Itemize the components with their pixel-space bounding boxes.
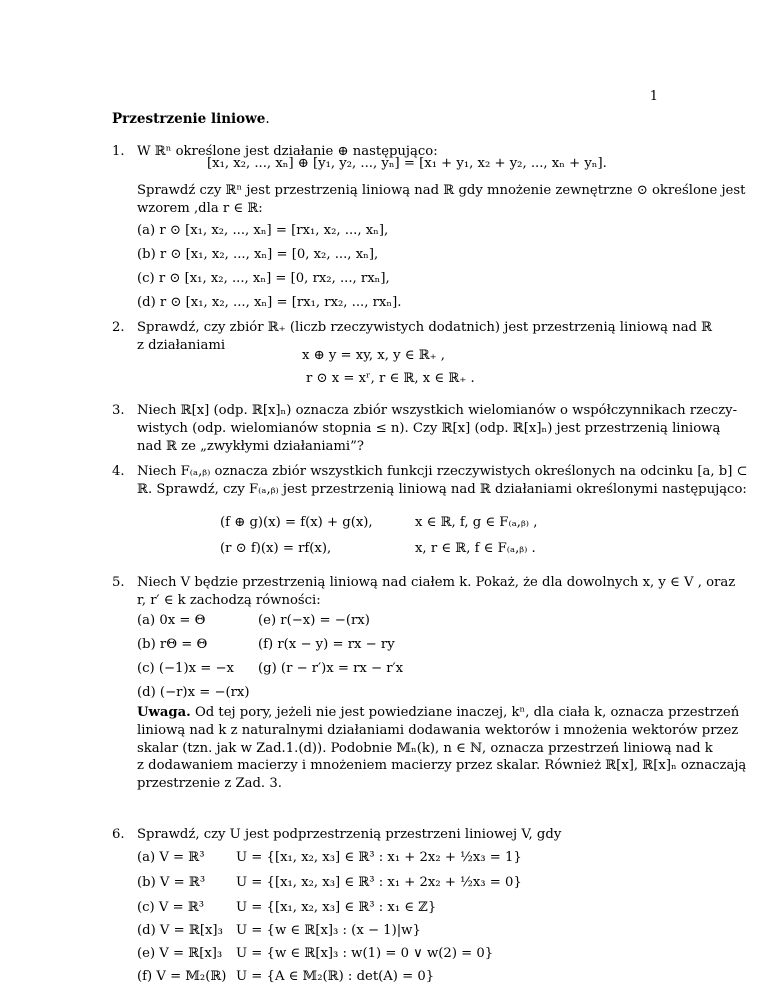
- problem-5-f: (f) r(x − y) = rx − ry: [258, 637, 395, 652]
- problem-2-eq-2: r ⊙ x = xʳ, r ∈ ℝ, x ∈ ℝ₊ .: [306, 371, 475, 386]
- problem-1-equation: [x₁, x₂, ..., xₙ] ⊕ [y₁, y₂, ..., yₙ] = [x₁ + y₁, x₂ + y₂, ..., xₙ + yₙ].: [207, 156, 607, 171]
- section-title-text: Przestrzenie liniowe: [112, 111, 266, 127]
- problem-1-case-c: (c) r ⊙ [x₁, x₂, ..., xₙ] = [0, rx₂, ..., rxₙ],: [137, 271, 390, 286]
- problem-1-case-a: (a) r ⊙ [x₁, x₂, ..., xₙ] = [rx₁, x₂, ..., xₙ],: [137, 223, 389, 238]
- problem-4-eq-2-left: (r ⊙ f)(x) = rf(x),: [220, 541, 332, 556]
- problem-1: 1. W ℝⁿ określone jest działanie ⊕ następująco:: [112, 144, 438, 159]
- problem-6-f-space: (f) V = 𝕄₂(ℝ): [137, 969, 227, 984]
- page-number: 1: [649, 89, 658, 104]
- problem-4-eq-1-right: x ∈ ℝ, f, g ∈ F₍ₐ,ᵦ₎ ,: [415, 515, 538, 530]
- problem-6-a-subset: U = {[x₁, x₂, x₃] ∈ ℝ³ : x₁ + 2x₂ + ½x₃ = 1}: [236, 850, 522, 865]
- problem-2-eq-1: x ⊕ y = xy, x, y ∈ ℝ₊ ,: [302, 348, 445, 363]
- problem-6-b-subset: U = {[x₁, x₂, x₃] ∈ ℝ³ : x₁ + 2x₂ + ½x₃ = 0}: [236, 875, 522, 890]
- problem-6-e-space: (e) V = ℝ[x]₃: [137, 946, 223, 961]
- problem-5-a: (a) 0x = Θ: [137, 613, 206, 628]
- problem-6-e-subset: U = {w ∈ ℝ[x]₃ : w(1) = 0 ∨ w(2) = 0}: [236, 946, 494, 961]
- problem-5-e: (e) r(−x) = −(rx): [258, 613, 370, 628]
- problem-6-d-subset: U = {w ∈ ℝ[x]₃ : (x − 1)|w}: [236, 923, 421, 938]
- problem-1-case-b: (b) r ⊙ [x₁, x₂, ..., xₙ] = [0, x₂, ..., xₙ],: [137, 247, 379, 262]
- problem-6-c-subset: U = {[x₁, x₂, x₃] ∈ ℝ³ : x₁ ∈ ℤ}: [236, 900, 437, 915]
- section-title: Przestrzenie liniowe.: [112, 111, 270, 127]
- problem-5-c: (c) (−1)x = −x: [137, 661, 234, 676]
- problem-3: 3. Niech ℝ[x] (odp. ℝ[x]ₙ) oznacza zbiór wszystkich wielomianów o współczynnikach rzeczy- wistych (odp. wielomianów stopnia ≤ n). Czy ℝ[x] (odp. ℝ[x]ₙ) jest przestrzenią liniową nad ℝ ze „zwykłymi działaniami”?: [112, 403, 738, 454]
- problem-6-b-space: (b) V = ℝ³: [137, 875, 206, 890]
- problem-5: 5. Niech V będzie przestrzenią liniową nad ciałem k. Pokaż, że dla dowolnych x, y ∈ V , oraz r, r′ ∈ k zachodzą równości:: [112, 575, 736, 608]
- note-label: Uwaga.: [137, 705, 191, 720]
- problem-4: 4. Niech F₍ₐ,ᵦ₎ oznacza zbiór wszystkich funkcji rzeczywistych określonych na odcinku [a, b] ⊂ ℝ. Sprawdź, czy F₍ₐ,ᵦ₎ jest przestrzenią liniową nad ℝ działaniami określonymi następująco:: [112, 464, 748, 497]
- problem-6: 6. Sprawdź, czy U jest podprzestrzenią przestrzeni liniowej V, gdy: [112, 827, 562, 842]
- problem-2: 2. Sprawdź, czy zbiór ℝ₊ (liczb rzeczywistych dodatnich) jest przestrzenią liniową nad ℝ z działaniami: [112, 320, 713, 353]
- problem-1-text: Sprawdź czy ℝⁿ jest przestrzenią liniową nad ℝ gdy mnożenie zewnętrzne ⊙ określone jest wzorem ,dla r ∈ ℝ:: [137, 183, 746, 216]
- problem-1-case-d: (d) r ⊙ [x₁, x₂, ..., xₙ] = [rx₁, rx₂, ..., rxₙ].: [137, 295, 402, 310]
- problem-6-d-space: (d) V = ℝ[x]₃: [137, 923, 223, 938]
- problem-6-c-space: (c) V = ℝ³: [137, 900, 205, 915]
- problem-6-a-space: (a) V = ℝ³: [137, 850, 205, 865]
- problem-6-f-subset: U = {A ∈ 𝕄₂(ℝ) : det(A) = 0}: [236, 969, 435, 984]
- problem-5-b: (b) rΘ = Θ: [137, 637, 208, 652]
- problem-5-g: (g) (r − r′)x = rx − r′x: [258, 661, 404, 676]
- problem-4-eq-2-right: x, r ∈ ℝ, f ∈ F₍ₐ,ᵦ₎ .: [415, 541, 536, 556]
- problem-4-eq-1-left: (f ⊕ g)(x) = f(x) + g(x),: [220, 515, 373, 530]
- note-block: Uwaga. Od tej pory, jeżeli nie jest powiedziane inaczej, kⁿ, dla ciała k, oznacza przestrzeń liniową nad k z naturalnymi działaniami dodawania wektorów i mnożenia wektorów przez skalar (tzn. jak w Zad.1.(d)). Podobnie 𝕄ₙ(k), n ∈ ℕ, oznacza przestrzeń liniową nad k z dodawaniem macierzy i mnożeniem macierzy przez skalar. Również ℝ[x], ℝ[x]ₙ oznaczają przestrzenie z Zad. 3.: [137, 705, 747, 792]
- problem-5-d: (d) (−r)x = −(rx): [137, 685, 250, 700]
